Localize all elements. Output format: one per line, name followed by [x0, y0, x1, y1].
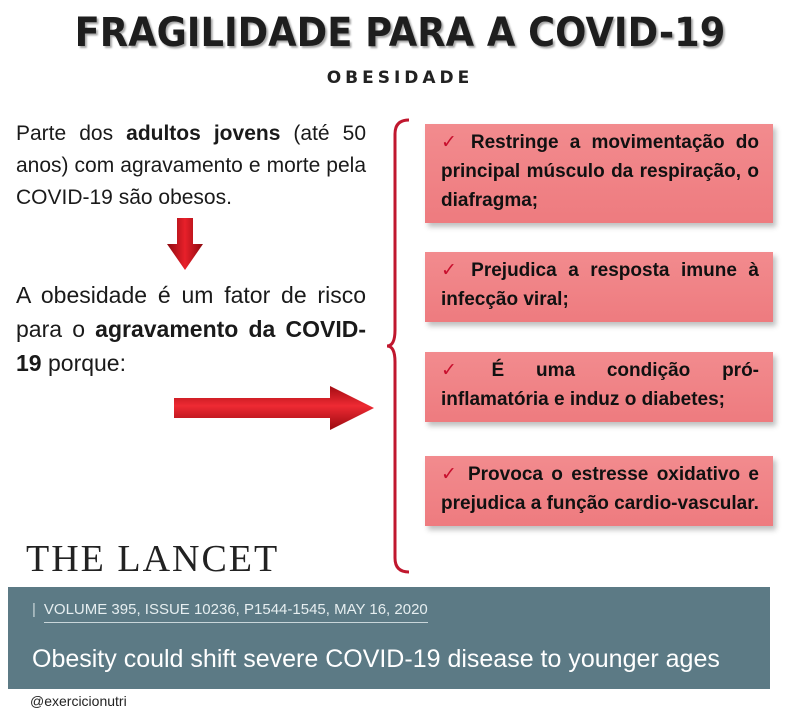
curly-brace [385, 118, 413, 574]
text-run: porque: [41, 350, 126, 376]
instagram-handle: @exercicionutri [30, 693, 127, 709]
page-title: FRAGILIDADE PARA A COVID-19 [74, 10, 726, 56]
card-text: Restringe a movimentação do principal músculo da respiração, o diafragma; [441, 132, 760, 211]
journal-logo: THE LANCET [26, 538, 280, 580]
article-citation: VOLUME 395, ISSUE 10236, P1544-1545, MAY 16, 2020 [44, 601, 428, 623]
bold-text: agravamento da COVID-19 [16, 316, 366, 376]
down-arrow-icon [167, 218, 203, 270]
checkmark-icon: ✓ [441, 464, 460, 485]
risk-paragraph [16, 278, 366, 380]
bold-text: adultos jovens [126, 122, 281, 145]
text-run: Parte dos [16, 122, 127, 145]
intro-paragraph [16, 118, 366, 214]
card-oxidative [425, 456, 773, 526]
card-inflammation [425, 352, 773, 422]
checkmark-icon: ✓ [441, 260, 464, 281]
card-text: É uma condição pró-inflamatória e induz o diabetes; [441, 360, 759, 410]
card-immune [425, 252, 773, 322]
text-run: A obesidade é um fator de risco para o [16, 282, 366, 342]
checkmark-icon: ✓ [441, 360, 484, 381]
card-text: Prejudica a resposta imune à infecção viral; [441, 260, 759, 310]
card-diaphragm [425, 124, 773, 223]
article-banner [8, 587, 770, 689]
checkmark-icon: ✓ [441, 132, 463, 153]
article-meta [32, 601, 428, 618]
meta-separator: | [32, 601, 36, 618]
article-headline: Obesity could shift severe COVID-19 disease to younger ages [32, 645, 720, 673]
card-text: Provoca o estresse oxidativo e prejudica a função cardio-vascular. [441, 464, 760, 514]
page-subtitle: OBESIDADE [326, 68, 474, 88]
right-arrow-icon [174, 386, 374, 430]
text-run: (até 50 anos) com agravamento e morte pela COVID-19 são obesos. [16, 122, 366, 209]
